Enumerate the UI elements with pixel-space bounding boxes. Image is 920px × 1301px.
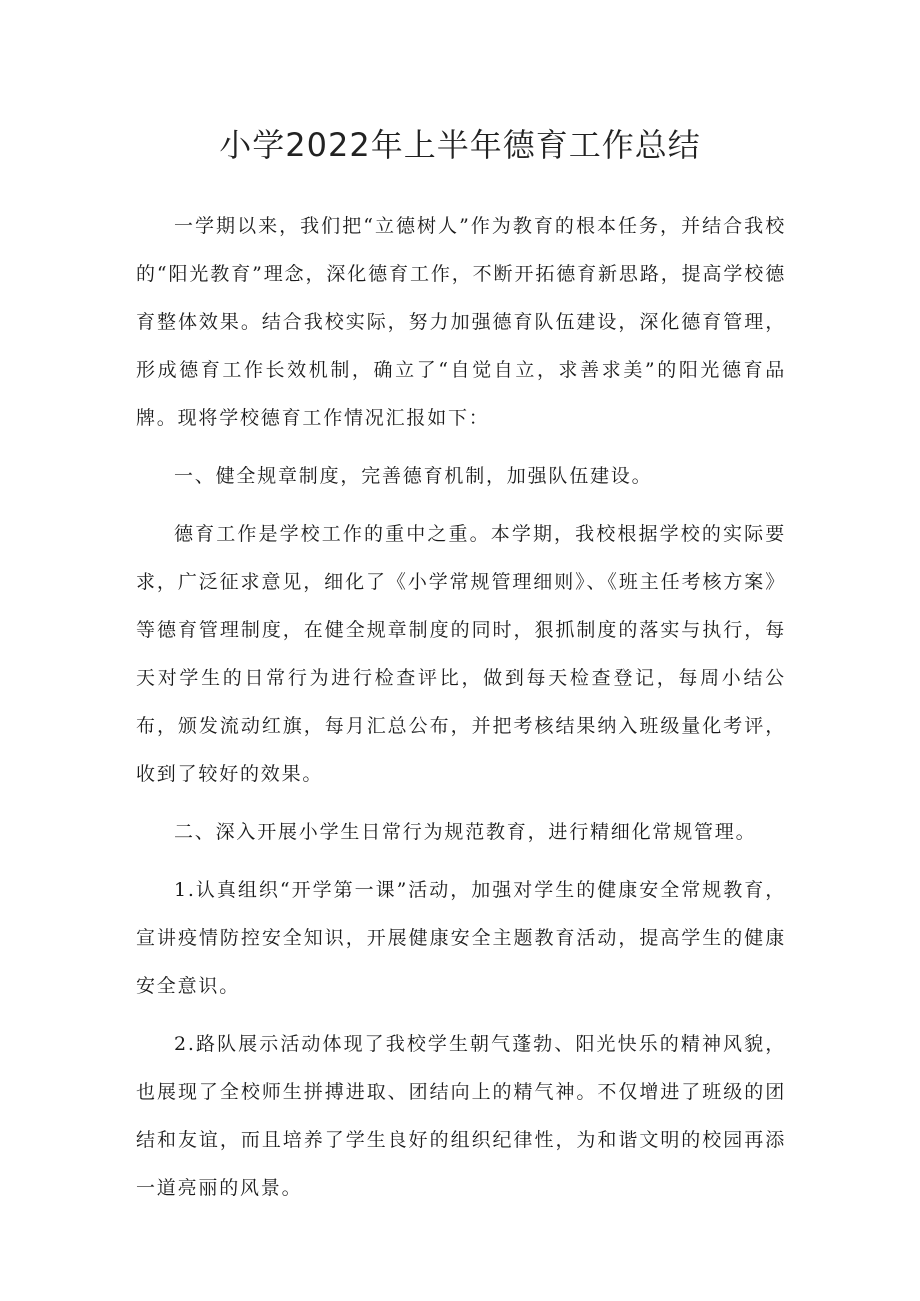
document-body (136, 202, 786, 1222)
paragraph-item-1: 1.认真组织“开学第一课”活动，加强对学生的健康安全常规教育，宣讲疫情防控安全知识，开展健康安全主题教育活动，提高学生的健康安全意识。 (136, 879, 786, 997)
document-title: 小学2022年上半年德育工作总结 (219, 126, 701, 164)
paragraph-intro: 一学期以来，我们把“立德树人”作为教育的根本任务，并结合我校的“阳光教育”理念，深化德育工作，不断开拓德育新思路，提高学校德育整体效果。结合我校实际，努力加强德育队伍建设，深化德育管理，形成德育工作长效机制，确立了“自觉自立，求善求美”的阳光德育品牌。现将学校德育工作情况汇报如下： (136, 215, 786, 429)
paragraph-section-1: 德育工作是学校工作的重中之重。本学期，我校根据学校的实际要求，广泛征求意见，细化了《小学常规管理细则》、《班主任考核方案》等德育管理制度，在健全规章制度的同时，狠抓制度的落实与执行，每天对学生的日常行为进行检查评比，做到每天检查登记，每周小结公布，颁发流动红旗，每月汇总公布，并把考核结果纳入班级量化考评，收到了较好的效果。 (136, 523, 786, 785)
section-heading-1: 一、健全规章制度，完善德育机制，加强队伍建设。 (174, 465, 653, 487)
paragraph-item-2: 2.路队展示活动体现了我校学生朝气蓬勃、阳光快乐的精神风貌，也展现了全校师生拼搏进取、团结向上的精气神。不仅增进了班级的团结和友谊，而且培养了学生良好的组织纪律性，为和谐文明的校园再添一道亮丽的风景。 (136, 1033, 786, 1199)
section-heading-2: 二、深入开展小学生日常行为规范教育，进行精细化常规管理。 (174, 821, 757, 843)
